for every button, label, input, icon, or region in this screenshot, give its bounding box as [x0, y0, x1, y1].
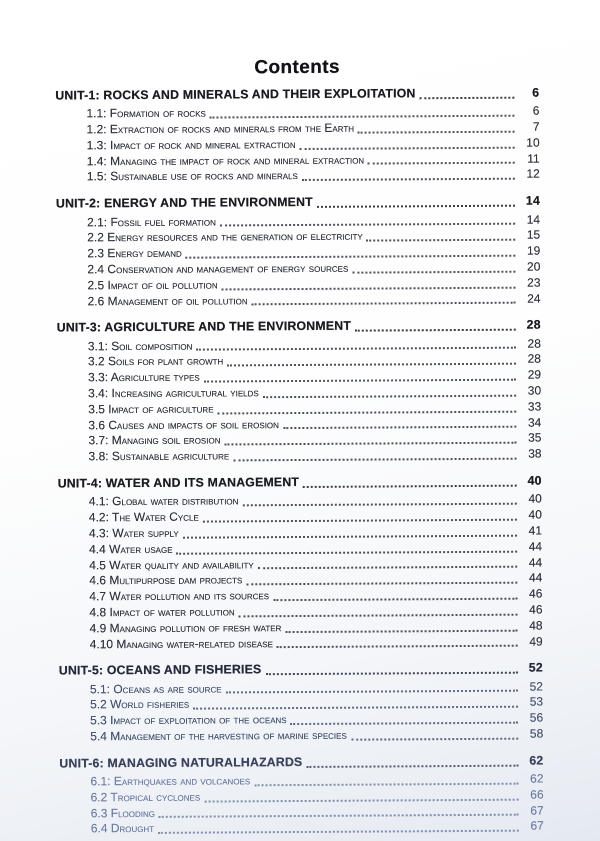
toc-item [59, 634, 543, 653]
toc-item-label: 3.3: Agriculture types [88, 369, 200, 385]
toc-item-label: 1.2: Extraction of rocks and minerals from the Earth [86, 120, 355, 137]
toc-item-label: 2.5 Impact of oil pollution [87, 277, 218, 293]
dot-leader [196, 347, 516, 351]
toc-item-label: 4.3: Water supply [88, 525, 179, 541]
page-number: 40 [528, 507, 542, 522]
toc-item [56, 167, 540, 186]
toc-unit-heading-label: UNIT-3: AGRICULTURE AND THE ENVIRONMENT [56, 319, 352, 335]
toc-item-label: 3.1: Soil composition [87, 338, 193, 353]
page-number: 41 [528, 523, 543, 538]
dot-leader [254, 783, 518, 787]
dot-leader [285, 629, 517, 632]
page-number: 40 [527, 473, 542, 488]
dot-leader [193, 706, 518, 710]
toc-item-label: 4.6 Multipurpose dam projects [89, 572, 243, 588]
toc-item [59, 726, 543, 745]
dot-leader [258, 566, 518, 570]
page-number: 44 [528, 570, 543, 585]
page-number: 38 [528, 446, 542, 461]
dot-leader [302, 178, 515, 181]
toc-item-label: 6.4 Drought [90, 821, 155, 836]
page-number: 53 [529, 694, 544, 709]
toc-item-label: 4.7 Water pollution and its sources [89, 588, 270, 604]
toc-list [55, 86, 544, 838]
dot-leader [303, 485, 517, 488]
toc-unit-heading-label: UNIT-1: ROCKS AND MINERALS AND THEIR EXPLOITATION [55, 86, 416, 103]
toc-item-label: 5.3 Impact of exploitation of the oceans [90, 712, 287, 728]
dot-leader [355, 329, 516, 332]
page-number: 12 [526, 167, 540, 182]
toc-item-label: 4.10 Managing water-related disease [89, 635, 273, 651]
dot-leader [210, 115, 515, 119]
dot-leader [204, 798, 518, 802]
page-number: 35 [528, 430, 542, 446]
dot-leader [300, 146, 515, 149]
dot-leader [203, 519, 517, 523]
page-content [55, 56, 544, 838]
dot-leader [291, 722, 519, 725]
toc-item-label: 6.3 Flooding [90, 805, 156, 820]
toc-item-label: 1.5: Sustainable use of rocks and minerals [86, 168, 298, 184]
page-number: 58 [529, 726, 544, 741]
dot-leader [273, 598, 517, 601]
page-number: 10 [526, 135, 540, 150]
page-number: 46 [529, 602, 543, 617]
page-number: 20 [526, 259, 541, 274]
dot-leader [218, 410, 517, 414]
dot-leader [263, 395, 516, 399]
toc-item-label: 4.1: Global water distribution [88, 493, 239, 509]
toc-item-label: 3.2 Soils for plant growth [87, 353, 224, 369]
page-number: 62 [530, 771, 544, 786]
toc-item-label: 2.6 Management of oil pollution [87, 292, 248, 308]
toc-item-label: 4.2: The Water Cycle [88, 509, 199, 525]
dot-leader [420, 96, 515, 99]
page-number: 46 [528, 586, 543, 601]
page-number: 62 [529, 753, 544, 768]
dot-leader [306, 764, 518, 767]
page-number: 28 [527, 336, 541, 351]
toc-unit-heading [56, 194, 540, 213]
toc-item-label: 6.2 Tropical cyclones [90, 789, 201, 805]
toc-item-label: 3.6 Causes and impacts of soil erosion [88, 416, 279, 432]
toc-item-label: 5.1: Oceans as are source [89, 681, 222, 696]
toc-item-label: 2.2 Energy resources and the generation of electricity [87, 228, 363, 245]
dot-leader [367, 239, 516, 242]
toc-item-label: 3.7: Managing soil erosion [88, 432, 221, 448]
dot-leader [177, 550, 518, 554]
page-number: 56 [529, 710, 544, 725]
toc-item-label: 3.5 Impact of agriculture [88, 401, 214, 417]
dot-leader [283, 426, 516, 429]
toc-unit-heading [58, 474, 542, 493]
page-number: 49 [529, 634, 543, 649]
page-number: 6 [532, 85, 540, 100]
page-number: 29 [527, 367, 542, 382]
page-number: 40 [528, 491, 542, 506]
toc-item-label: 4.9 Managing pollution of fresh water [89, 619, 282, 635]
toc-item-label: 2.1: Fossil fuel formation [87, 214, 216, 229]
dot-leader [225, 442, 517, 446]
dot-leader [158, 830, 519, 834]
toc-item-label: 4.4 Water usage [89, 541, 173, 557]
toc-item-label: 6.1: Earthquakes and volcanoes [90, 773, 251, 789]
toc-item-label: 3.4: Increasing agricultural yields [88, 385, 259, 401]
toc-item-label: 4.5 Water quality and availability [89, 556, 254, 572]
dot-leader [242, 503, 516, 507]
page-number: 15 [526, 227, 541, 242]
page-number: 66 [530, 787, 544, 802]
toc-unit-heading-label: UNIT-6: MANAGING NATURALHAZARDS [59, 754, 303, 771]
dot-leader [239, 613, 518, 617]
toc-unit-heading [55, 86, 539, 105]
toc-unit-heading-label: UNIT-5: OCEANS AND FISHERIES [58, 662, 262, 678]
page-number: 7 [532, 119, 540, 134]
dot-leader [368, 162, 515, 165]
toc-item [57, 291, 541, 310]
toc-item-label: 2.3 Energy demand [87, 245, 182, 261]
page-number: 30 [527, 383, 542, 398]
toc-unit [57, 318, 542, 466]
dot-leader [222, 286, 516, 290]
page-number: 11 [527, 151, 540, 166]
page-number: 6 [532, 103, 540, 118]
dot-leader [277, 645, 518, 648]
page-number: 48 [529, 618, 543, 633]
toc-item-label: 1.1: Formation of rocks [86, 105, 206, 121]
toc-unit [56, 194, 541, 310]
page-title: Contents [254, 56, 340, 79]
dot-leader [159, 814, 519, 818]
toc-item-label: 5.2 World fisheries [90, 697, 190, 712]
dot-leader [226, 690, 518, 694]
page-number: 28 [527, 351, 541, 367]
toc-unit [59, 661, 543, 745]
page-number: 44 [528, 555, 543, 570]
dot-leader [204, 379, 516, 383]
dot-leader [233, 458, 516, 462]
toc-unit-heading [59, 661, 543, 680]
toc-unit [58, 474, 543, 653]
dot-leader [358, 131, 515, 134]
dot-leader [351, 737, 518, 740]
dot-leader [246, 582, 517, 586]
page-number: 24 [527, 291, 541, 306]
page-number: 14 [526, 212, 541, 227]
toc-item-label: 1.3: Impact of rock and mineral extraction [86, 136, 296, 153]
toc-item-label: 4.8 Impact of water pollution [89, 604, 235, 620]
toc-item-label: 1.4: Managing the impact of rock and mineral extraction [86, 152, 365, 168]
page-number: 44 [528, 539, 543, 554]
toc-item-label: 5.4 Management of the harvesting of marine species [90, 727, 347, 744]
toc-item [57, 447, 541, 466]
page-number: 33 [527, 399, 542, 414]
page-number: 34 [527, 415, 542, 430]
dot-leader [220, 223, 515, 227]
page-number: 67 [530, 803, 544, 818]
dot-leader [227, 363, 516, 367]
page-number: 52 [529, 679, 543, 694]
page-number: 67 [530, 818, 544, 834]
toc-unit-heading-label: UNIT-4: WATER AND ITS MANAGEMENT [57, 475, 300, 491]
toc-item [60, 819, 544, 838]
dot-leader [186, 255, 516, 259]
toc-unit-heading-label: UNIT-2: ENERGY AND THE ENVIRONMENT [55, 195, 313, 211]
dot-leader [252, 302, 516, 306]
toc-item-label: 2.4 Conservation and management of energy sources [87, 260, 349, 277]
page-number: 28 [526, 317, 541, 332]
page-number: 14 [525, 193, 541, 208]
toc-item-label: 3.8: Sustainable agriculture [88, 448, 230, 464]
toc-unit-heading [57, 318, 541, 337]
page-number: 52 [528, 660, 543, 675]
dot-leader [265, 672, 517, 676]
toc-unit [55, 86, 540, 186]
page-number: 19 [526, 243, 541, 258]
toc-unit [59, 753, 543, 837]
dot-leader [183, 534, 517, 538]
page-number: 23 [527, 275, 541, 290]
dot-leader [317, 205, 515, 208]
dot-leader [352, 270, 515, 273]
toc-unit-heading [59, 753, 543, 772]
